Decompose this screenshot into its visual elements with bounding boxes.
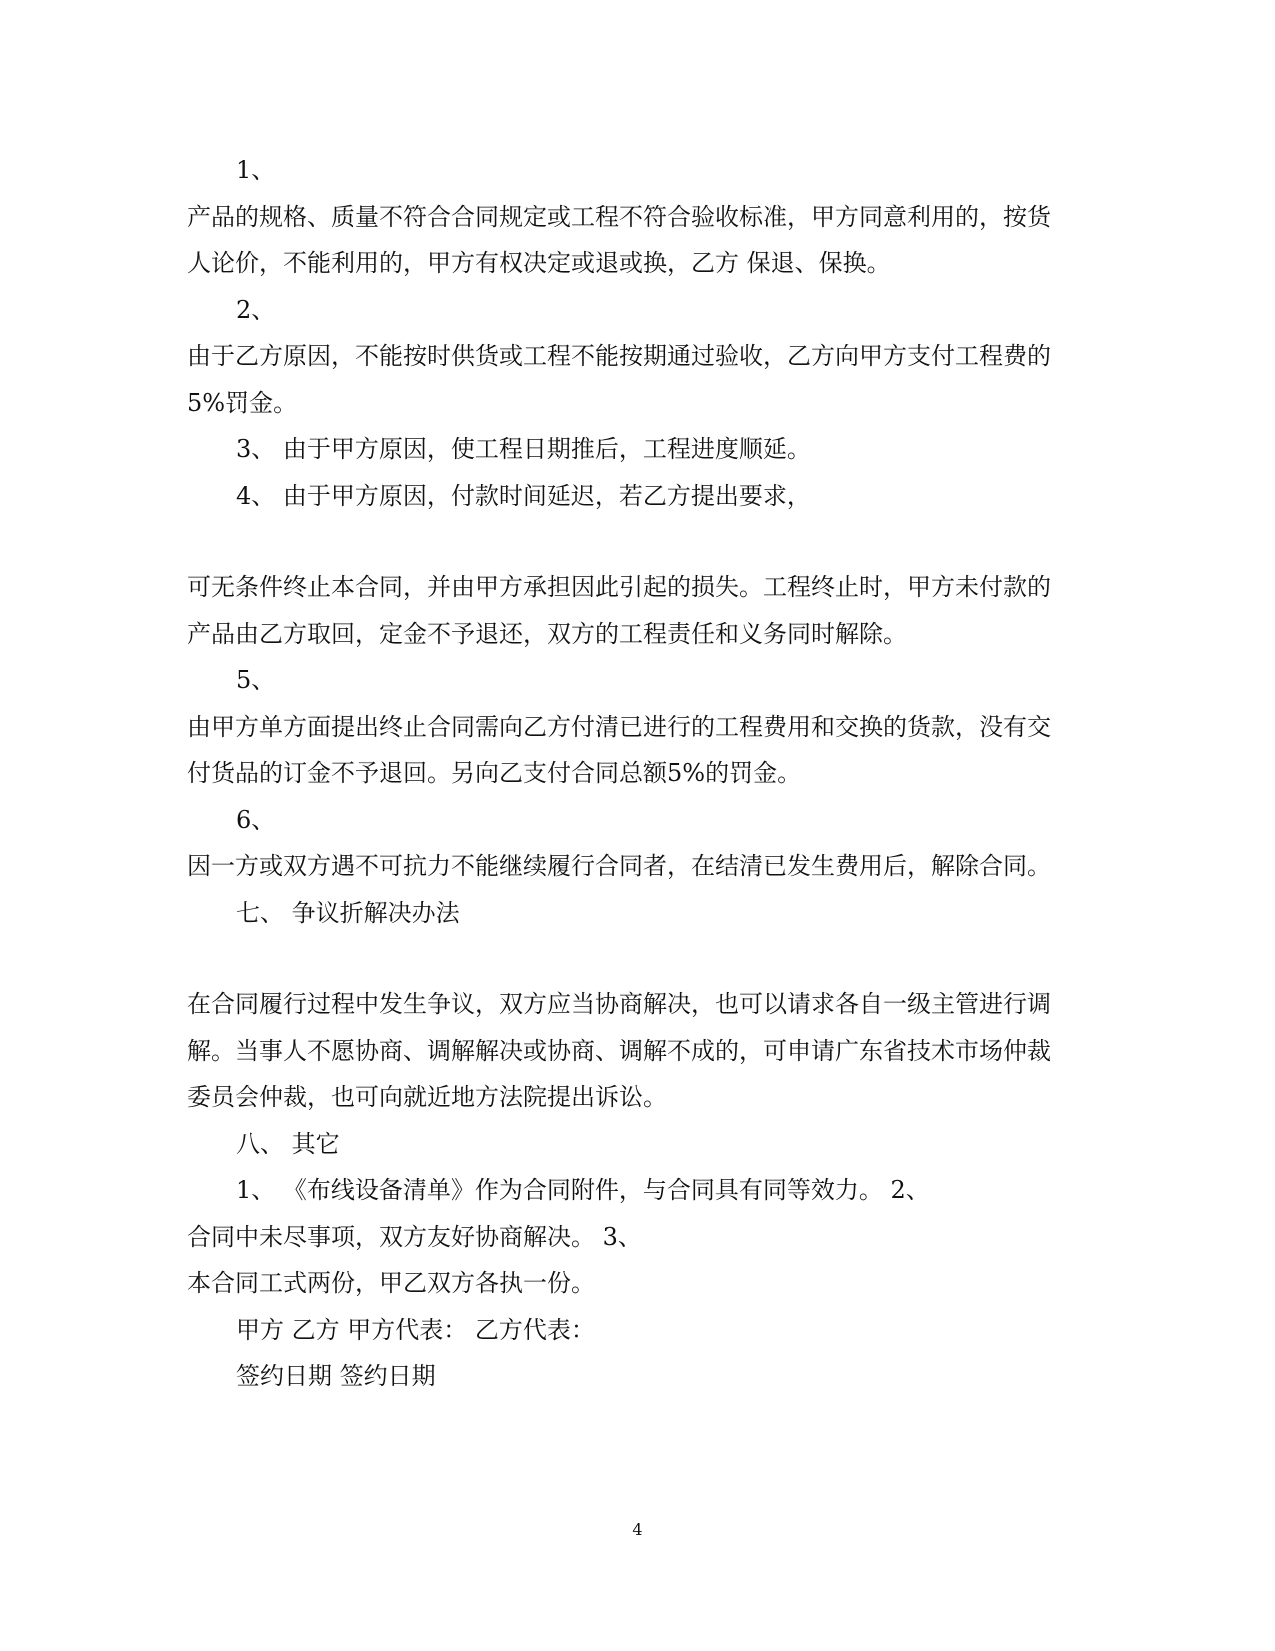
text-line: 产品由乙方取回，定金不予退还，双方的工程责任和义务同时解除。 <box>187 620 907 648</box>
clause-number: 2、 <box>236 296 276 324</box>
clause-number: 1、 <box>236 156 276 184</box>
text-line: 合同中未尽事项，双方友好协商解决。 3、 <box>187 1223 642 1251</box>
clause-number: 6、 <box>236 806 276 834</box>
text-line: 因一方或双方遇不可抗力不能继续履行合同者，在结清已发生费用后，解除合同。 <box>187 852 1051 880</box>
clause-line: 4、 由于甲方原因，付款时间延迟，若乙方提出要求， <box>236 482 811 510</box>
clause-number: 5、 <box>236 666 276 694</box>
signature-labels: 甲方 乙方 甲方代表： 乙方代表： <box>236 1316 595 1344</box>
text-line: 可无条件终止本合同，并由甲方承担因此引起的损失。工程终止时，甲方未付款的 <box>187 573 1051 601</box>
section-heading: 八、 其它 <box>236 1130 340 1158</box>
signing-date-labels: 签约日期 签约日期 <box>236 1362 436 1390</box>
page-number: 4 <box>632 1520 643 1539</box>
text-line: 由于乙方原因，不能按时供货或工程不能按期通过验收，乙方向甲方支付工程费的 <box>187 342 1051 370</box>
text-line: 付货品的订金不予退回。另向乙支付合同总额5%的罚金。 <box>187 759 802 787</box>
section-heading: 七、 争议折解决办法 <box>236 899 460 927</box>
text-line: 本合同工式两份，甲乙双方各执一份。 <box>187 1269 595 1297</box>
text-line: 由甲方单方面提出终止合同需向乙方付清已进行的工程费用和交换的货款，没有交 <box>187 713 1051 741</box>
text-line: 5%罚金。 <box>187 389 298 417</box>
text-line: 人论价，不能利用的，甲方有权决定或退或换，乙方 保退、保换。 <box>187 249 891 277</box>
clause-line: 3、 由于甲方原因，使工程日期推后，工程进度顺延。 <box>236 435 811 463</box>
text-line: 解。当事人不愿协商、调解解决或协商、调解不成的，可申请广东省技术市场仲裁 <box>187 1037 1051 1065</box>
text-line: 委员会仲裁，也可向就近地方法院提出诉讼。 <box>187 1083 667 1111</box>
clause-line: 1、 《布线设备清单》作为合同附件，与合同具有同等效力。 2、 <box>236 1176 930 1204</box>
text-line: 在合同履行过程中发生争议，双方应当协商解决，也可以请求各自一级主管进行调 <box>187 990 1051 1018</box>
text-line: 产品的规格、质量不符合合同规定或工程不符合验收标准，甲方同意利用的，按货 <box>187 203 1051 231</box>
